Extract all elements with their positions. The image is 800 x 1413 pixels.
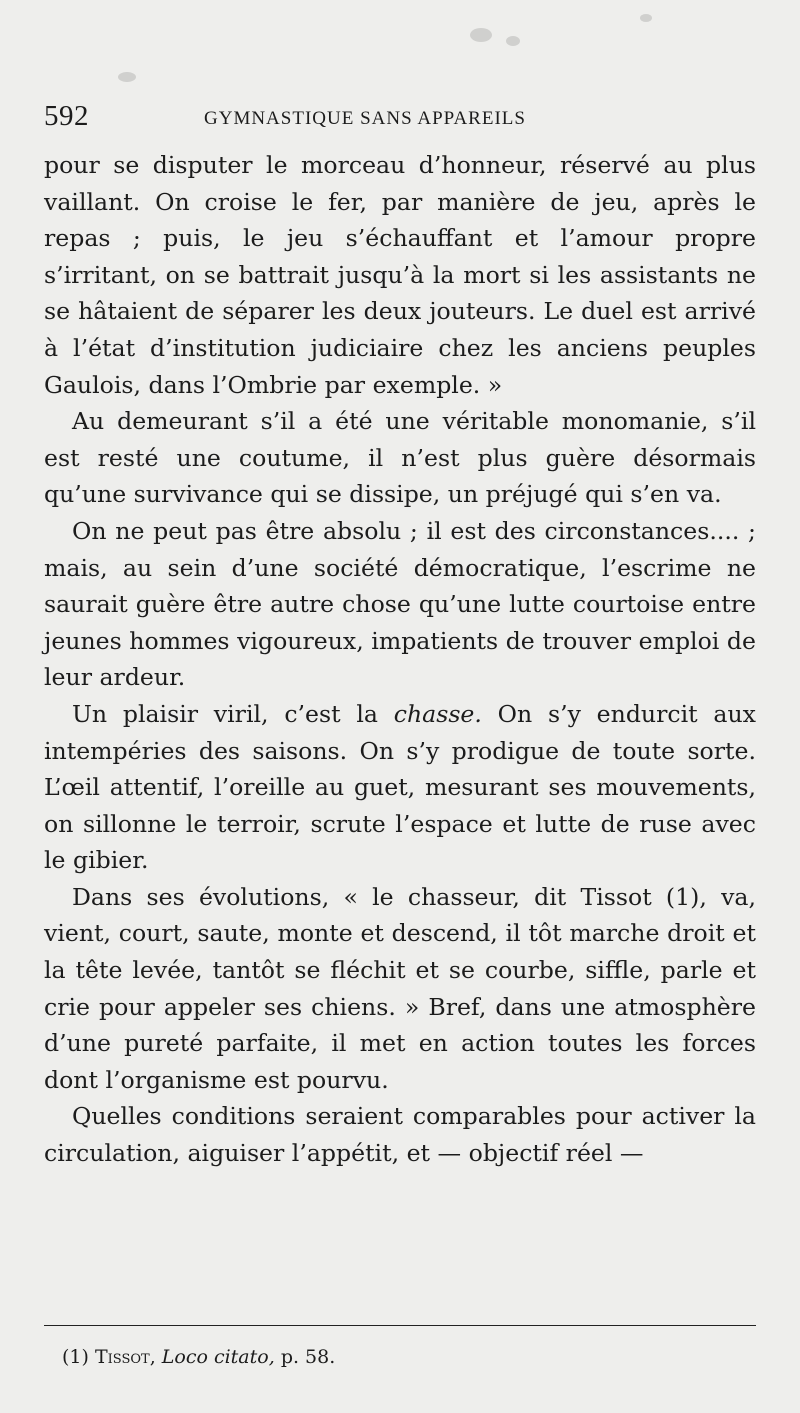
- footnote: [62, 1346, 335, 1368]
- footnote-rule: [44, 1325, 756, 1326]
- footnote-author: Tissot,: [94, 1346, 156, 1368]
- footnote-marker: (1): [62, 1346, 89, 1368]
- footnote-page: p. 58.: [280, 1346, 336, 1368]
- paragraph-5: Dans ses évolutions, « le chasseur, dit Tissot (1), va, vient, court, saute, monte et descend, il tôt marche droit et la tête levée, tantôt se fléchit et se courbe, siffle, parle et crie pour appeler ses chiens. » Bref, dans une atmosphère d’une pureté parfaite, il met en action toutes les forces dont l’organisme est pourvu.: [44, 882, 756, 1094]
- paragraph-3: On ne peut pas être absolu ; il est des circonstances.... ; mais, au sein d’une société démocratique, l’escrime ne saurait guère être autre chose qu’une lutte courtoise entre jeunes hommes vigoureux, impatients de trouver emploi de leur ardeur.: [44, 516, 756, 692]
- running-title: GYMNASTIQUE SANS APPAREILS: [204, 108, 526, 129]
- italic-word-chasse: chasse.: [393, 699, 482, 728]
- body-text: [44, 147, 756, 1172]
- paragraph-4-after: On s’y endurcit aux intempéries des saisons. On s’y prodigue de toute sorte. L’œil attentif, l’oreille au guet, mesurant ses mouvements, on sillonne le terroir, scrute l’espace et lutte de ruse avec le gibier.: [44, 699, 756, 875]
- page-header: [44, 100, 756, 136]
- paragraph-6: Quelles conditions seraient comparables pour activer la circulation, aiguiser l’appétit, et — objectif réel —: [44, 1102, 756, 1168]
- paragraph-4: [44, 696, 756, 879]
- page-number: 592: [44, 100, 89, 132]
- paragraph-2: Au demeurant s’il a été une véritable monomanie, s’il est resté une coutume, il n’est plus guère désormais qu’une survivance qui se dissipe, un préjugé qui s’en va.: [44, 407, 756, 509]
- paragraph-1: pour se disputer le morceau d’honneur, réservé au plus vaillant. On croise le fer, par manière de jeu, après le repas ; puis, le jeu s’échauffant et l’amour propre s’irritant, on se battrait jusqu’à la mort si les assistants ne se hâtaient de séparer les deux jouteurs. Le duel est arrivé à l’état d’institution judiciaire chez les anciens peuples Gaulois, dans l’Ombrie par exemple. »: [44, 151, 756, 399]
- footnote-work: Loco citato,: [161, 1346, 275, 1368]
- paragraph-4-before: Un plaisir viril, c’est la: [72, 699, 394, 728]
